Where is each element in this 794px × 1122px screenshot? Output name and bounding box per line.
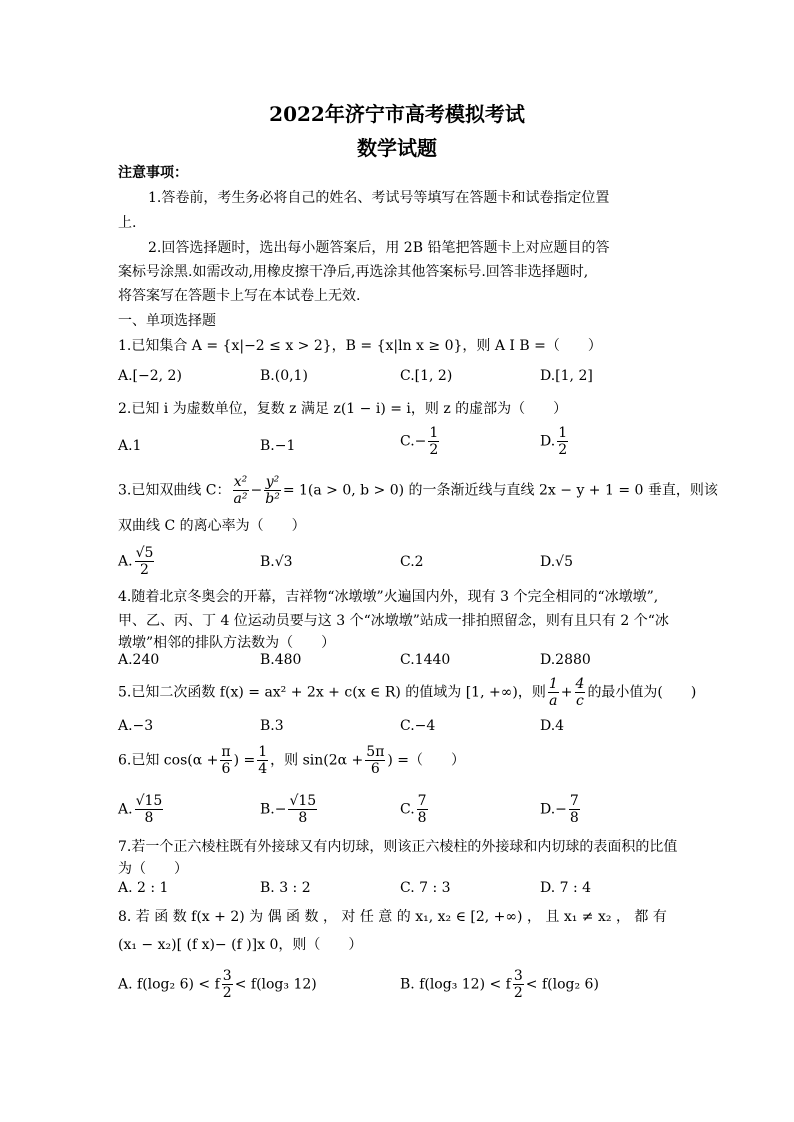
q4-option-b: B.480 bbox=[260, 652, 302, 668]
q7-option-b: B. 3 : 2 bbox=[260, 880, 311, 896]
fraction-denominator: 2 bbox=[429, 442, 439, 458]
q6-fraction-5pi-6 bbox=[365, 744, 385, 777]
fraction-denominator: 4 bbox=[258, 761, 268, 777]
q8-stem-line1: 8. 若 函 数 f(x + 2) 为 偶 函 数 ， 对 任 意 的 x₁, x₂ ∈ [2, +∞) ， 且 x₁ ≠ x₂ ， 都 有 bbox=[118, 909, 667, 925]
q8-option-a bbox=[118, 968, 317, 1001]
q3-option-b: B.√3 bbox=[260, 554, 293, 570]
q3-suffix: = 1(a > 0, b > 0) 的一条渐近线与直线 2x − y + 1 = 0 垂直，则该 bbox=[282, 482, 718, 499]
q4-option-a: A.240 bbox=[118, 652, 160, 668]
fraction-denominator: a² bbox=[233, 491, 248, 507]
q6-option-d-prefix: D.− bbox=[540, 801, 567, 818]
fraction-numerator: 1 bbox=[548, 676, 558, 692]
q4-stem-line3: 墩墩”相邻的排队方法数为（ ） bbox=[118, 635, 336, 651]
section-heading: 一、单项选择题 bbox=[118, 313, 216, 329]
q6-prefix: 6.已知 cos(α + bbox=[118, 752, 219, 769]
q6-option-d bbox=[540, 793, 582, 826]
q7-option-c: C. 7 : 3 bbox=[400, 880, 451, 896]
q3-fraction-y bbox=[264, 474, 281, 507]
notice-item1-line2: 上. bbox=[118, 215, 137, 231]
q6-option-a bbox=[118, 793, 165, 826]
fraction-numerator: √5 bbox=[135, 545, 154, 561]
fraction-denominator: 2 bbox=[513, 985, 523, 1001]
q6-option-c-fraction bbox=[417, 793, 428, 826]
q6-option-b bbox=[260, 793, 319, 826]
q3-option-a-fraction bbox=[135, 545, 155, 578]
notice-item2-line1: 2.回答选择题时，选出每小题答案后，用 2B 铅笔把答题卡上对应题目的答 bbox=[148, 240, 610, 256]
q2-stem: 2.已知 i 为虚数单位，复数 z 满足 z(1 − i) = i，则 z 的虚部为（ ） bbox=[118, 401, 568, 417]
fraction-numerator: 4 bbox=[575, 676, 585, 692]
fraction-numerator: y² bbox=[265, 474, 280, 490]
q6-mid2: ，则 sin(2α + bbox=[270, 752, 364, 769]
q3-prefix: 3.已知双曲线 C： bbox=[118, 482, 231, 499]
q5-prefix: 5.已知二次函数 f(x) = ax² + 2x + c(x ∈ R) 的值域为 [1, +∞)，则 bbox=[118, 684, 546, 701]
q5-option-a: A.−3 bbox=[118, 718, 154, 734]
q6-option-a-fraction bbox=[135, 793, 164, 826]
q5-option-d: D.4 bbox=[540, 718, 565, 734]
fraction-numerator: 7 bbox=[569, 793, 579, 809]
q1-stem: 1.已知集合 A = {x|−2 ≤ x > 2}，B = {x|ln x ≥ 0}，则 A I B =（ ） bbox=[118, 338, 602, 354]
fraction-denominator: 8 bbox=[417, 810, 427, 826]
q3-minus: − bbox=[250, 482, 263, 499]
q2-option-d-fraction bbox=[557, 425, 568, 458]
q8-option-b-part1: B. f(log₃ 12) < f bbox=[400, 976, 511, 993]
q6-suffix: ) =（ ） bbox=[387, 752, 466, 769]
q8-option-a-part1: A. f(log₂ 6) < f bbox=[118, 976, 220, 993]
q7-option-a: A. 2 : 1 bbox=[118, 880, 169, 896]
q8-stem-line2: (x₁ − x₂)[ (f x)− (f )]x 0，则（ ） bbox=[118, 937, 363, 953]
exam-subtitle: 数学试题 bbox=[357, 136, 437, 160]
q5-option-b: B.3 bbox=[260, 718, 284, 734]
q1-option-a: A.[−2, 2) bbox=[118, 368, 182, 384]
q2-option-d bbox=[540, 425, 570, 458]
fraction-denominator: 8 bbox=[144, 810, 154, 826]
q6-option-c-prefix: C. bbox=[400, 801, 415, 818]
q3-option-c: C.2 bbox=[400, 554, 424, 570]
q6-option-a-prefix: A. bbox=[118, 801, 133, 818]
fraction-numerator: π bbox=[221, 744, 231, 760]
q2-option-a: A.1 bbox=[118, 438, 142, 454]
q5-fraction-a bbox=[548, 676, 559, 709]
q2-option-d-prefix: D. bbox=[540, 433, 556, 450]
q1-option-b: B.(0,1) bbox=[260, 368, 308, 384]
fraction-denominator: 8 bbox=[298, 810, 308, 826]
fraction-denominator: 6 bbox=[221, 761, 231, 777]
q3-stem-line2: 双曲线 C 的离心率为（ ） bbox=[118, 518, 306, 534]
q2-option-c-prefix: C.− bbox=[400, 433, 427, 450]
q1-option-c: C.[1, 2) bbox=[400, 368, 453, 384]
q5-plus: + bbox=[560, 684, 573, 701]
q4-option-d: D.2880 bbox=[540, 652, 591, 668]
fraction-denominator: b² bbox=[265, 491, 280, 507]
q6-option-c bbox=[400, 793, 430, 826]
q5-stem bbox=[118, 676, 696, 709]
fraction-denominator: 6 bbox=[370, 761, 380, 777]
fraction-denominator: 2 bbox=[222, 985, 232, 1001]
notice-heading: 注意事项： bbox=[118, 165, 188, 181]
q6-stem bbox=[118, 744, 465, 777]
fraction-numerator: 3 bbox=[513, 968, 523, 984]
q6-mid1: ) = bbox=[233, 752, 256, 769]
q6-option-b-prefix: B.− bbox=[260, 801, 287, 818]
q1-option-d: D.[1, 2] bbox=[540, 368, 593, 384]
fraction-denominator: c bbox=[576, 693, 584, 709]
q6-option-d-fraction bbox=[569, 793, 580, 826]
q8-option-b-part2: < f(log₂ 6) bbox=[525, 976, 599, 993]
fraction-numerator: x² bbox=[233, 474, 248, 490]
fraction-denominator: a bbox=[549, 693, 558, 709]
fraction-numerator: 3 bbox=[222, 968, 232, 984]
notice-item2-line3: 将答案写在答题卡上写在本试卷上无效. bbox=[118, 288, 361, 304]
q6-fraction-pi-6 bbox=[220, 744, 231, 777]
fraction-numerator: √15 bbox=[135, 793, 163, 809]
q2-option-b: B.−1 bbox=[260, 438, 296, 454]
q4-option-c: C.1440 bbox=[400, 652, 451, 668]
q8-option-a-part2: < f(log₃ 12) bbox=[234, 976, 317, 993]
fraction-numerator: 1 bbox=[429, 425, 439, 441]
q6-fraction-1-4 bbox=[257, 744, 268, 777]
fraction-numerator: 1 bbox=[558, 425, 568, 441]
exam-title: 2022年济宁市高考模拟考试 bbox=[269, 102, 525, 126]
fraction-denominator: 2 bbox=[140, 562, 149, 578]
q8-option-a-fraction bbox=[222, 968, 233, 1001]
q8-option-b-fraction bbox=[513, 968, 524, 1001]
q7-stem-line1: 7.若一个正六棱柱既有外接球又有内切球，则该正六棱柱的外接球和内切球的表面积的比值 bbox=[118, 839, 678, 855]
q3-option-a bbox=[118, 545, 156, 578]
q7-stem-line2: 为（ ） bbox=[118, 861, 188, 877]
q8-option-b bbox=[400, 968, 599, 1001]
notice-item1-line1: 1.答卷前，考生务必将自己的姓名、考试号等填写在答题卡和试卷指定位置 bbox=[148, 190, 610, 206]
q7-option-d: D. 7 : 4 bbox=[540, 880, 592, 896]
fraction-denominator: 2 bbox=[558, 442, 568, 458]
q3-option-d: D.√5 bbox=[540, 554, 574, 570]
q5-option-c: C.−4 bbox=[400, 718, 436, 734]
q3-option-a-prefix: A. bbox=[118, 553, 133, 570]
q2-option-c-fraction bbox=[428, 425, 439, 458]
fraction-numerator: √15 bbox=[289, 793, 317, 809]
q3-fraction-x bbox=[233, 474, 249, 507]
fraction-numerator: 5π bbox=[366, 744, 385, 760]
q4-stem-line2: 甲、乙、丙、丁 4 位运动员要与这 3 个“冰墩墩”站成一排拍照留念，则有且只有 2 个“冰 bbox=[118, 613, 669, 629]
q4-stem-line1: 4.随着北京冬奥会的开幕，吉祥物“冰墩墩”火遍国内外，现有 3 个完全相同的“冰墩墩”, bbox=[118, 589, 659, 605]
q5-fraction-c bbox=[575, 676, 586, 709]
q2-option-c bbox=[400, 425, 441, 458]
fraction-numerator: 7 bbox=[417, 793, 427, 809]
notice-item2-line2: 案标号涂黑.如需改动,用橡皮擦干净后,再选涂其他答案标号.回答非选择题时, bbox=[118, 264, 589, 280]
q6-option-b-fraction bbox=[288, 793, 317, 826]
fraction-denominator: 8 bbox=[569, 810, 579, 826]
q5-suffix: 的最小值为( ) bbox=[587, 684, 697, 701]
fraction-numerator: 1 bbox=[258, 744, 268, 760]
q3-stem bbox=[118, 474, 718, 507]
